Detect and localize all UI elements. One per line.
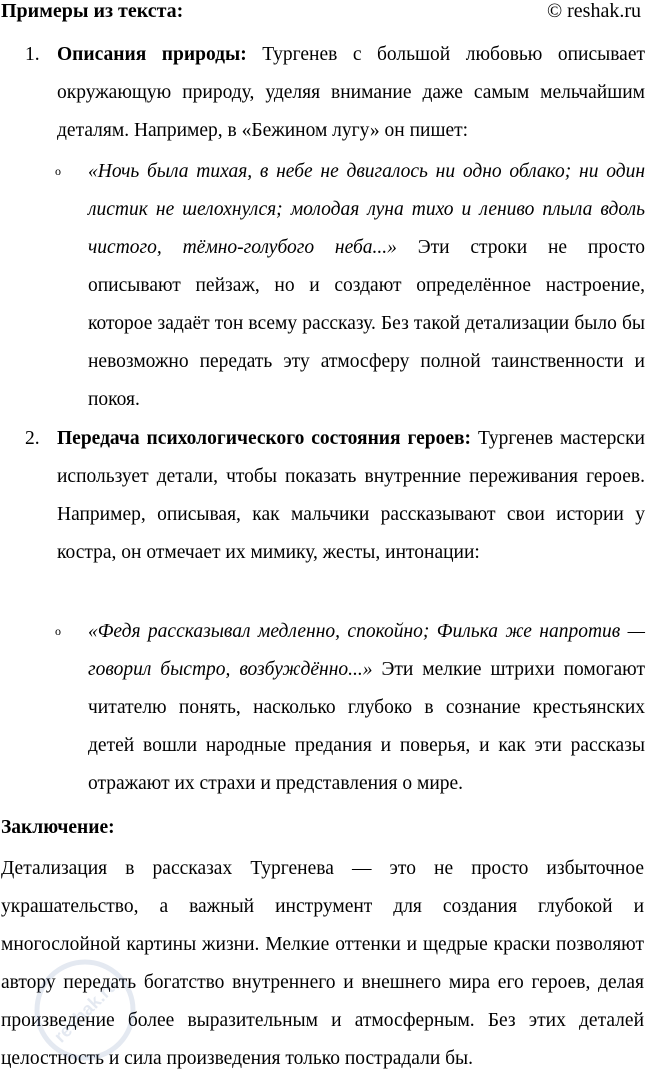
conclusion-title: Заключение: (1, 817, 115, 838)
watermark-text: reshak.ru (49, 974, 122, 1047)
site-credit: © reshak.ru (546, 0, 641, 22)
quote: «Федя рассказывал медленно, спокойно; Филька же напротив — говорил быстро, возбуждённо...» (88, 621, 645, 680)
sub-list-text (88, 153, 645, 419)
list-number: 1. (25, 44, 40, 65)
conclusion-text: Детализация в рассказах Тургенева — это не просто избыточное украшательство, а важный инструмент для создания глубокой и многослойной картины жизни. Мелкие оттенки и щедрые краски позволяют автору передать богатство внутреннего и внешнего мира его героев, делая произведение более выразительным и атмосферным. Без этих деталей целостность и сила произведения только пострадали бы. (1, 858, 644, 1069)
list-item-text (57, 420, 645, 572)
sub-list-item (55, 613, 645, 803)
sub-list-text (88, 613, 645, 803)
sub-list-item (55, 153, 645, 419)
list-item-heading: Описания природы: (57, 44, 247, 65)
quote-commentary: Эти мелкие штрихи помогают читателю понять, насколько глубоко в сознание крестьянских детей вошли народные предания и поверья, и как эти рассказы отражают их страхи и представления о мире. (88, 659, 645, 794)
list-number: 2. (25, 428, 40, 449)
list-item-text (57, 36, 645, 150)
bullet-icon: o (55, 624, 61, 638)
list-item (25, 420, 645, 572)
quote: «Ночь была тихая, в небе не двигалось ни одно облако; ни один листик не шелохнулся; молодая луна тихо и лениво плыла вдоль чистого, тёмно-голубого неба...» (88, 161, 645, 258)
list-item-body: Тургенев с большой любовью описывает окружающую природу, уделяя внимание даже самым мельчайшим деталям. Например, в «Бежином лугу» он пишет: (57, 44, 646, 141)
list-item-heading: Передача психологического состояния героев: (57, 428, 472, 449)
page-header (0, 0, 646, 30)
section-title: Примеры из текста: (1, 0, 184, 22)
quote-commentary: Эти строки не просто описывают пейзаж, но и создают определённое настроение, которое задаёт тон всему рассказу. Без такой детализации было бы невозможно передать эту атмосферу полной таинственности и покоя. (88, 237, 645, 410)
list-item-body: Тургенев мастерски использует детали, чтобы показать внутренние переживания героев. Например, описывая, как мальчики рассказывают свои истории у костра, он отмечает их мимику, жесты, интонации: (57, 428, 645, 563)
bullet-icon: o (55, 164, 61, 178)
list-item (25, 36, 645, 150)
